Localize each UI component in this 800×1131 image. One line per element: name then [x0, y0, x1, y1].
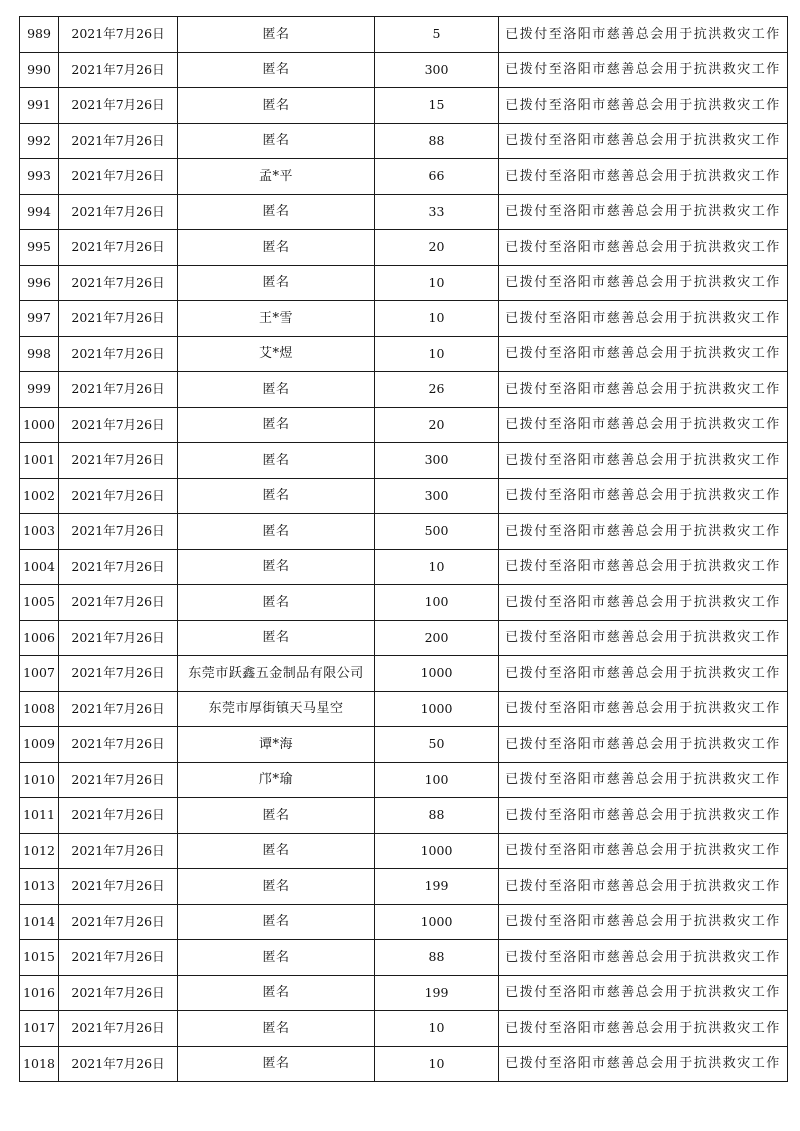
- donation-date: 2021年7月26日: [59, 407, 178, 443]
- row-number: 1016: [20, 975, 59, 1011]
- row-number: 1010: [20, 762, 59, 798]
- donation-amount: 300: [375, 478, 499, 514]
- donation-amount: 50: [375, 727, 499, 763]
- row-number: 990: [20, 52, 59, 88]
- row-number: 998: [20, 336, 59, 372]
- donor-name: 匿名: [178, 1046, 375, 1082]
- table-row: [20, 478, 788, 514]
- fund-usage: 已拨付至洛阳市慈善总会用于抗洪救灾工作: [499, 1011, 788, 1047]
- donation-date: 2021年7月26日: [59, 514, 178, 550]
- table-row: [20, 833, 788, 869]
- donation-amount: 1000: [375, 656, 499, 692]
- fund-usage: 已拨付至洛阳市慈善总会用于抗洪救灾工作: [499, 88, 788, 124]
- table-row: [20, 372, 788, 408]
- donation-amount: 1000: [375, 691, 499, 727]
- donation-amount: 10: [375, 549, 499, 585]
- table-row: [20, 1046, 788, 1082]
- donation-date: 2021年7月26日: [59, 478, 178, 514]
- donation-amount: 5: [375, 17, 499, 53]
- donor-name: 东莞市厚街镇天马星空: [178, 691, 375, 727]
- donor-name: 匿名: [178, 123, 375, 159]
- donation-amount: 20: [375, 230, 499, 266]
- donor-name: 匿名: [178, 869, 375, 905]
- table-row: [20, 869, 788, 905]
- fund-usage: 已拨付至洛阳市慈善总会用于抗洪救灾工作: [499, 514, 788, 550]
- donation-amount: 1000: [375, 833, 499, 869]
- donation-date: 2021年7月26日: [59, 727, 178, 763]
- table-row: [20, 940, 788, 976]
- fund-usage: 已拨付至洛阳市慈善总会用于抗洪救灾工作: [499, 549, 788, 585]
- donation-date: 2021年7月26日: [59, 549, 178, 585]
- table-row: [20, 656, 788, 692]
- donor-name: 匿名: [178, 17, 375, 53]
- donation-date: 2021年7月26日: [59, 301, 178, 337]
- fund-usage: 已拨付至洛阳市慈善总会用于抗洪救灾工作: [499, 904, 788, 940]
- row-number: 1003: [20, 514, 59, 550]
- donor-name: 匿名: [178, 88, 375, 124]
- table-row: [20, 301, 788, 337]
- row-number: 993: [20, 159, 59, 195]
- donation-date: 2021年7月26日: [59, 336, 178, 372]
- fund-usage: 已拨付至洛阳市慈善总会用于抗洪救灾工作: [499, 407, 788, 443]
- row-number: 1008: [20, 691, 59, 727]
- fund-usage: 已拨付至洛阳市慈善总会用于抗洪救灾工作: [499, 762, 788, 798]
- donor-name: 东莞市跃鑫五金制品有限公司: [178, 656, 375, 692]
- row-number: 1007: [20, 656, 59, 692]
- table-row: [20, 194, 788, 230]
- donor-name: 匿名: [178, 265, 375, 301]
- fund-usage: 已拨付至洛阳市慈善总会用于抗洪救灾工作: [499, 691, 788, 727]
- table-row: [20, 443, 788, 479]
- donation-amount: 33: [375, 194, 499, 230]
- table-row: [20, 123, 788, 159]
- table-row: [20, 52, 788, 88]
- table-row: [20, 762, 788, 798]
- fund-usage: 已拨付至洛阳市慈善总会用于抗洪救灾工作: [499, 1046, 788, 1082]
- donation-amount: 88: [375, 940, 499, 976]
- donation-date: 2021年7月26日: [59, 52, 178, 88]
- donation-date: 2021年7月26日: [59, 443, 178, 479]
- fund-usage: 已拨付至洛阳市慈善总会用于抗洪救灾工作: [499, 17, 788, 53]
- table-row: [20, 17, 788, 53]
- donation-date: 2021年7月26日: [59, 585, 178, 621]
- fund-usage: 已拨付至洛阳市慈善总会用于抗洪救灾工作: [499, 798, 788, 834]
- table-row: [20, 336, 788, 372]
- fund-usage: 已拨付至洛阳市慈善总会用于抗洪救灾工作: [499, 620, 788, 656]
- donation-table-body: [20, 17, 788, 1082]
- donation-amount: 199: [375, 869, 499, 905]
- row-number: 992: [20, 123, 59, 159]
- donor-name: 匿名: [178, 1011, 375, 1047]
- donation-date: 2021年7月26日: [59, 798, 178, 834]
- donation-amount: 10: [375, 336, 499, 372]
- row-number: 1017: [20, 1011, 59, 1047]
- row-number: 996: [20, 265, 59, 301]
- donor-name: 孟*平: [178, 159, 375, 195]
- row-number: 1009: [20, 727, 59, 763]
- fund-usage: 已拨付至洛阳市慈善总会用于抗洪救灾工作: [499, 159, 788, 195]
- row-number: 1000: [20, 407, 59, 443]
- donation-amount: 1000: [375, 904, 499, 940]
- donor-name: 匿名: [178, 620, 375, 656]
- donor-name: 匿名: [178, 478, 375, 514]
- donation-date: 2021年7月26日: [59, 230, 178, 266]
- donation-date: 2021年7月26日: [59, 904, 178, 940]
- table-row: [20, 159, 788, 195]
- donation-amount: 300: [375, 52, 499, 88]
- fund-usage: 已拨付至洛阳市慈善总会用于抗洪救灾工作: [499, 372, 788, 408]
- donor-name: 匿名: [178, 798, 375, 834]
- fund-usage: 已拨付至洛阳市慈善总会用于抗洪救灾工作: [499, 833, 788, 869]
- donation-date: 2021年7月26日: [59, 88, 178, 124]
- donor-name: 匿名: [178, 975, 375, 1011]
- donation-date: 2021年7月26日: [59, 691, 178, 727]
- table-row: [20, 514, 788, 550]
- row-number: 994: [20, 194, 59, 230]
- fund-usage: 已拨付至洛阳市慈善总会用于抗洪救灾工作: [499, 656, 788, 692]
- donation-date: 2021年7月26日: [59, 123, 178, 159]
- table-row: [20, 230, 788, 266]
- donor-name: 邝*瑜: [178, 762, 375, 798]
- donation-amount: 26: [375, 372, 499, 408]
- donation-amount: 500: [375, 514, 499, 550]
- donor-name: 匿名: [178, 194, 375, 230]
- donor-name: 匿名: [178, 443, 375, 479]
- donor-name: 王*雪: [178, 301, 375, 337]
- fund-usage: 已拨付至洛阳市慈善总会用于抗洪救灾工作: [499, 336, 788, 372]
- donation-date: 2021年7月26日: [59, 975, 178, 1011]
- donation-amount: 100: [375, 762, 499, 798]
- fund-usage: 已拨付至洛阳市慈善总会用于抗洪救灾工作: [499, 443, 788, 479]
- table-row: [20, 620, 788, 656]
- donation-amount: 10: [375, 265, 499, 301]
- row-number: 1011: [20, 798, 59, 834]
- table-row: [20, 88, 788, 124]
- fund-usage: 已拨付至洛阳市慈善总会用于抗洪救灾工作: [499, 585, 788, 621]
- donation-table: [19, 16, 788, 1082]
- row-number: 989: [20, 17, 59, 53]
- row-number: 1002: [20, 478, 59, 514]
- fund-usage: 已拨付至洛阳市慈善总会用于抗洪救灾工作: [499, 869, 788, 905]
- donation-date: 2021年7月26日: [59, 1011, 178, 1047]
- donation-amount: 20: [375, 407, 499, 443]
- table-row: [20, 727, 788, 763]
- fund-usage: 已拨付至洛阳市慈善总会用于抗洪救灾工作: [499, 975, 788, 1011]
- donation-date: 2021年7月26日: [59, 656, 178, 692]
- donor-name: 匿名: [178, 372, 375, 408]
- donation-amount: 100: [375, 585, 499, 621]
- donor-name: 匿名: [178, 833, 375, 869]
- fund-usage: 已拨付至洛阳市慈善总会用于抗洪救灾工作: [499, 52, 788, 88]
- fund-usage: 已拨付至洛阳市慈善总会用于抗洪救灾工作: [499, 727, 788, 763]
- donation-amount: 88: [375, 123, 499, 159]
- row-number: 1006: [20, 620, 59, 656]
- donation-amount: 10: [375, 1011, 499, 1047]
- donation-amount: 199: [375, 975, 499, 1011]
- donation-date: 2021年7月26日: [59, 372, 178, 408]
- donor-name: 匿名: [178, 585, 375, 621]
- row-number: 1015: [20, 940, 59, 976]
- fund-usage: 已拨付至洛阳市慈善总会用于抗洪救灾工作: [499, 301, 788, 337]
- row-number: 1013: [20, 869, 59, 905]
- donor-name: 匿名: [178, 549, 375, 585]
- fund-usage: 已拨付至洛阳市慈善总会用于抗洪救灾工作: [499, 194, 788, 230]
- table-row: [20, 407, 788, 443]
- table-row: [20, 691, 788, 727]
- donation-date: 2021年7月26日: [59, 833, 178, 869]
- fund-usage: 已拨付至洛阳市慈善总会用于抗洪救灾工作: [499, 940, 788, 976]
- donation-amount: 66: [375, 159, 499, 195]
- donor-name: 匿名: [178, 407, 375, 443]
- table-row: [20, 265, 788, 301]
- donation-amount: 10: [375, 301, 499, 337]
- donor-name: 匿名: [178, 514, 375, 550]
- fund-usage: 已拨付至洛阳市慈善总会用于抗洪救灾工作: [499, 230, 788, 266]
- donation-date: 2021年7月26日: [59, 17, 178, 53]
- row-number: 997: [20, 301, 59, 337]
- fund-usage: 已拨付至洛阳市慈善总会用于抗洪救灾工作: [499, 265, 788, 301]
- donation-amount: 88: [375, 798, 499, 834]
- table-row: [20, 1011, 788, 1047]
- row-number: 1018: [20, 1046, 59, 1082]
- donor-name: 匿名: [178, 230, 375, 266]
- table-row: [20, 904, 788, 940]
- donation-date: 2021年7月26日: [59, 940, 178, 976]
- donor-name: 匿名: [178, 904, 375, 940]
- donation-date: 2021年7月26日: [59, 869, 178, 905]
- donor-name: 匿名: [178, 940, 375, 976]
- donor-name: 谭*海: [178, 727, 375, 763]
- donation-date: 2021年7月26日: [59, 159, 178, 195]
- table-row: [20, 585, 788, 621]
- donation-date: 2021年7月26日: [59, 762, 178, 798]
- row-number: 1005: [20, 585, 59, 621]
- donation-amount: 15: [375, 88, 499, 124]
- row-number: 1001: [20, 443, 59, 479]
- row-number: 1012: [20, 833, 59, 869]
- fund-usage: 已拨付至洛阳市慈善总会用于抗洪救灾工作: [499, 123, 788, 159]
- donation-date: 2021年7月26日: [59, 1046, 178, 1082]
- donor-name: 艾*煜: [178, 336, 375, 372]
- donation-amount: 10: [375, 1046, 499, 1082]
- row-number: 991: [20, 88, 59, 124]
- row-number: 999: [20, 372, 59, 408]
- row-number: 995: [20, 230, 59, 266]
- donation-date: 2021年7月26日: [59, 194, 178, 230]
- donation-date: 2021年7月26日: [59, 620, 178, 656]
- donation-date: 2021年7月26日: [59, 265, 178, 301]
- table-row: [20, 975, 788, 1011]
- row-number: 1004: [20, 549, 59, 585]
- donation-amount: 200: [375, 620, 499, 656]
- fund-usage: 已拨付至洛阳市慈善总会用于抗洪救灾工作: [499, 478, 788, 514]
- table-row: [20, 549, 788, 585]
- table-row: [20, 798, 788, 834]
- row-number: 1014: [20, 904, 59, 940]
- donation-amount: 300: [375, 443, 499, 479]
- donor-name: 匿名: [178, 52, 375, 88]
